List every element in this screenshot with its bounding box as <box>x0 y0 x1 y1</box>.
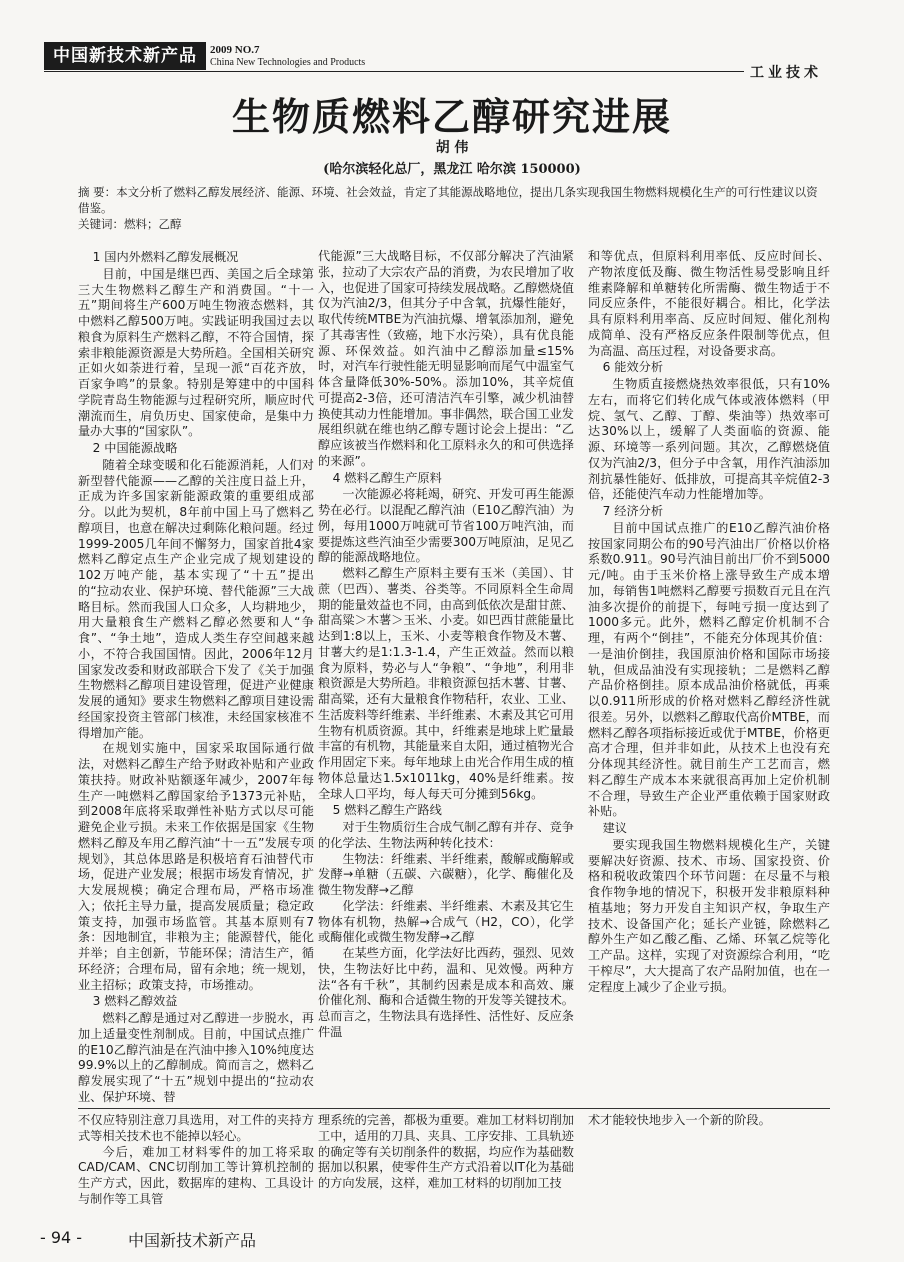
journal-logo: 中国新技术新产品 <box>44 42 206 70</box>
header-rule <box>44 71 744 72</box>
paragraph: 代能源”三大战略目标，不仅部分解决了汽油紧张，拉动了大宗农产品的消费，为农民增加了收入，也促进了国家可持续发展战略。乙醇燃烧值仅为汽油2/3，但其分子中含氧，抗爆性能好，取代传统MTBE为汽油抗爆、增氧添加剂，避免了其毒害性（致癌，地下水污染），具有优良能源、环保效益。如汽油中乙醇添加量≤15%时，对汽车行驶性能无明显影响而尾气中温室气体含量降低30%-50%。添加10%，其辛烷值可提高2-3倍，还可清洁汽车引擎，减少机油替换使其动力性能增加。事非偶然，联合国工业发展组织就在维也纳乙醇专题讨论会上提出：“乙醇应该被当作燃料和化工原料永久的和可供选择的来源”。 <box>318 249 574 468</box>
paragraph: 今后，难加工材料零件的加工将采取CAD/CAM、CNC切削加工等计算机控制的生产方式，因此，数据库的建构、工具设计与制作等工具管 <box>78 1144 314 1206</box>
paragraph: 燃料乙醇是通过对乙醇进一步脱水，再加上适量变性剂制成。目前，中国试点推广的E10乙醇汽油是在汽油中掺入10%纯度达99.9%以上的乙醇制成。简而言之，燃料乙醇发展实现了“十五”规划中提出的“拉动农业、保护环境、替 <box>78 1011 314 1104</box>
section-heading: 1 国内外燃料乙醇发展概况 <box>92 250 239 264</box>
author: 胡 伟 <box>435 140 469 156</box>
paragraph: 生物法：纤维素、半纤维素，酸解或酶解或发酵→单糖（五碳、六碳糖），化学、酶催化及微生物发酵→乙醇 <box>318 851 574 897</box>
paragraph: 燃料乙醇生产原料主要有玉米（美国）、甘蔗（巴西）、薯类、谷类等。不同原料全生命周期的能量效益也不同，由高到低依次是甜甘蔗、甜高粱＞木薯＞玉米、小麦。如巴西甘蔗能量比达到1:8以上，玉米、小麦等粮食作物及木薯、甘薯大约是1:1.3-1.4，产生正效益。然而以粮食为原料，势必与人“争粮”、“争地”，利用非粮资源是大势所趋。非粮资源包括木薯、甘薯、甜高粱，还有大量粮食作物秸秆，农业、工业、生活废料等纤维素、半纤维素、木素及其它可用生物有机质资源。其中，纤维素是地球上贮量最丰富的有机物，其能量来自太阳，通过植物光合作用固定下来。每年地球上由光合作用生成的植物体总量达1.5x1011kg，40%是纤维素。按全球人口平均，每人每天可分摊到56kg。 <box>318 566 574 801</box>
keywords: 关键词：燃料；乙醇 <box>78 217 182 231</box>
paragraph: 术才能较快地步入一个新的阶段。 <box>588 1113 771 1127</box>
body-column-1 <box>78 249 314 1105</box>
continued-column-2 <box>318 1113 574 1217</box>
paragraph: 一次能源必将耗竭，研究、开发可再生能源势在必行。以混配乙醇汽油（E10乙醇汽油）为例，每用1000万吨就可节省100万吨汽油，而要提炼这些汽油至少需要300万吨原油，足见乙醇的能源战略地位。 <box>318 487 574 565</box>
paragraph: 目前中国试点推广的E10乙醇汽油价格按国家同期公布的90号汽油出厂价格以价格系数0.911。90号汽油目前出厂价不到5000元/吨。由于玉米价格上涨导致生产成本增加，每销售1吨燃料乙醇要亏损数百元且在汽油多次提价的前提下，每吨亏损一度达到了1000多元。此外，燃料乙醇定价机制不合理，有两个“倒挂”，不能充分体现其价值：一是油价倒挂，我国原油价格和国际市场接轨，但成品油没有实现接轨；二是燃料乙醇产品价格倒挂。原本成品油价格就低，再乘以0.911所形成的价格对燃料乙醇经济性就很差。另外，以燃料乙醇取代高价MTBE，而燃料乙醇各项指标接近或优于MTBE，价格更高才合理，但并非如此，从技术上也没有充分体现其经济性。就目前生产工艺而言，燃料乙醇生产成本本来就很高再加上定价机制不合理，导致生产企业严重依赖于国家财政补贴。 <box>588 520 830 819</box>
section-divider <box>78 1108 830 1109</box>
page-number: - 94 - <box>40 1228 83 1247</box>
section-heading: 7 经济分析 <box>602 504 664 518</box>
section-heading: 3 燃料乙醇效益 <box>92 994 178 1009</box>
paragraph: 要实现我国生物燃料规模化生产，关键要解决好资源、技术、市场、国家投资、价格和税收政策四个环节问题：在尽量不与粮食作物争地的情况下，积极开发非粮原料种植基地；努力开发自主知识产权，争取生产技术、设备国产化；延长产业链，除燃料乙醇外生产如乙酸乙酯、乙烯、环氧乙烷等化工产品。这样，实现了对资源综合利用，“吃干榨尽”，大大提高了农产品附加值，也在一定程度上减少了企业亏损。 <box>588 837 830 994</box>
footer-journal-name: 中国新技术新产品 <box>128 1231 257 1250</box>
section-label: 工业技术 <box>750 65 822 81</box>
paragraph: 目前，中国是继巴西、美国之后全球第三大生物燃料乙醇生产和消费国。“十一五”期间将生产600万吨生物液态燃料，其中燃料乙醇500万吨。实践证明我国过去以粮食为原料生产燃料乙醇，不符合国情，探索非粮能源资源是大势所趋。全国相关研究正如火如荼进行着，呈现一派“百花齐放，百家争鸣”的景象。特别是筹建中的中国科学院青岛生物能源与过程研究所，顺应时代潮流而生，肩负历史、国家使命，是集中力量办大事的“国家队”。 <box>78 266 314 439</box>
paragraph: 不仅应特别注意刀具选用，对工件的夹持方式等相关技术也不能掉以轻心。 <box>78 1113 314 1143</box>
journal-meta <box>210 44 365 69</box>
paragraph: 随着全球变暖和化石能源消耗，人们对新型替代能源——乙醇的关注度日益上升，正成为许多国家新能源政策的重要组成部分。以此为契机，8年前中国上马了燃料乙醇项目，也意在解决过剩陈化粮问题。经过1999-2005几年间不懈努力，国家首批4家燃料乙醇定点生产企业完成了规划建设的102万吨产能，基本实现了“十五”提出的“拉动农业、保护环境、替代能源”三大战略目标。然而我国人口众多，人均耕地少，用大量粮食生产燃料乙醇必然要和人“争食”、“争土地”，造成人类生存空间越来越小，不符合我国国情。因此，2006年12月国家发改委和财政部联合下发了《关于加强生物燃料乙醇项目建设管理，促进产业健康发展的通知》要求生物燃料乙醇项目建设需经国家投资主管部门核准，未经国家核准不得增加产能。 <box>78 457 314 740</box>
section-heading: 5 燃料乙醇生产路线 <box>332 803 442 818</box>
continued-column-1 <box>78 1113 314 1217</box>
paragraph: 理系统的完善，都极为重要。难加工材料切削加工中，适用的刀具、夹具、工序安排、工具轨迹的确定等有关切削条件的数据，均应作为基础数据加以积累，使零件生产方式沿着以IT化为基础的方向发展，这样，难加工材料的切削加工技 <box>318 1113 574 1190</box>
section-heading: 建议 <box>602 821 627 835</box>
paragraph: 生物质直接燃烧热效率很低，只有10%左右，而将它们转化成气体或液体燃料（甲烷、氢气、乙醇、丁醇、柴油等）热效率可达30%以上，缓解了人类面临的资源、能源、环境等一系列问题。其次，乙醇燃烧值仅为汽油2/3，但分子中含氧，用作汽油添加剂抗暴性能好、低排放，可提高其辛烷值2-3倍，还能使汽车动力性能增加等。 <box>588 377 830 502</box>
journal-english-name: China New Technologies and Products <box>210 57 366 68</box>
paragraph: 在规划实施中，国家采取国际通行做法，对燃料乙醇生产给予财政补贴和产业政策扶持。财政补贴额逐年减少，2007年每生产一吨燃料乙醇国家给予1373元补贴，到2008年底将采取弹性补贴方式以尽可能避免企业亏损。未来工作依据是国家《生物燃料乙醇及车用乙醇汽油“十一五”发展专项规划》，其总体思路是积极培育石油替代市场，促进产业发展；根据市场发育情况，扩大发展规模；确定合理布局，严格市场准入；依托主导力量，提高发展质量；稳定政策支持，加强市场监管。其基本原则有7条：因地制宜，非粮为主；能源替代，能化并举；自主创新，节能环保；清洁生产，循环经济；合理布局，留有余地；统一规划，业主招标；政策支持，市场推动。 <box>78 741 314 992</box>
paragraph: 对于生物质衍生合成气制乙醇有并存、竞争的化学法、生物法两种转化技术： <box>318 820 574 850</box>
section-heading: 2 中国能源战略 <box>92 441 178 455</box>
abstract: 摘 要：本文分析了燃料乙醇发展经济、能源、环境、社会效益，肯定了其能源战略地位，提出几条实现我国生物燃料规模化生产的可行性建议以资借鉴。 <box>78 185 818 215</box>
body-column-2 <box>318 249 574 1105</box>
affiliation: (哈尔滨轻化总厂，黑龙江 哈尔滨 150000) <box>323 162 581 177</box>
body-column-3 <box>588 249 830 994</box>
abstract-block <box>78 184 828 232</box>
article-title: 生物质燃料乙醇研究进展 <box>231 95 672 139</box>
section-heading: 6 能效分析 <box>602 360 664 375</box>
section-heading: 4 燃料乙醇生产原料 <box>332 470 442 485</box>
issue-number: 2009 NO.7 <box>210 44 260 56</box>
continued-column-3 <box>588 1113 830 1143</box>
paragraph: 和等优点，但原料利用率低、反应时间长、产物浓度低及酶、微生物活性易受影响且纤维素降解和单糖转化所需酶、微生物适于不同反应条件，不能很好耦合。相比，化学法具有原料利用率高、反应时间短、催化剂构成简单、没有严格反应条件限制等优点，但为高温、高压过程，对设备要求高。 <box>588 249 830 358</box>
paragraph: 化学法：纤维素、半纤维素、木素及其它生物体有机物，热解→合成气（H2，CO），化学或酶催化或微生物发酵→乙醇 <box>318 898 574 945</box>
paragraph: 在某些方面，化学法好比西药，强烈、见效快，生物法好比中药，温和、见效慢。两种方法“各有千秋”，其制约因素是成本和高效、廉价催化剂、酶和合适微生物的开发等关键技术。总而言之，生物法具有选择性、活性好、反应条件温 <box>318 946 574 1039</box>
